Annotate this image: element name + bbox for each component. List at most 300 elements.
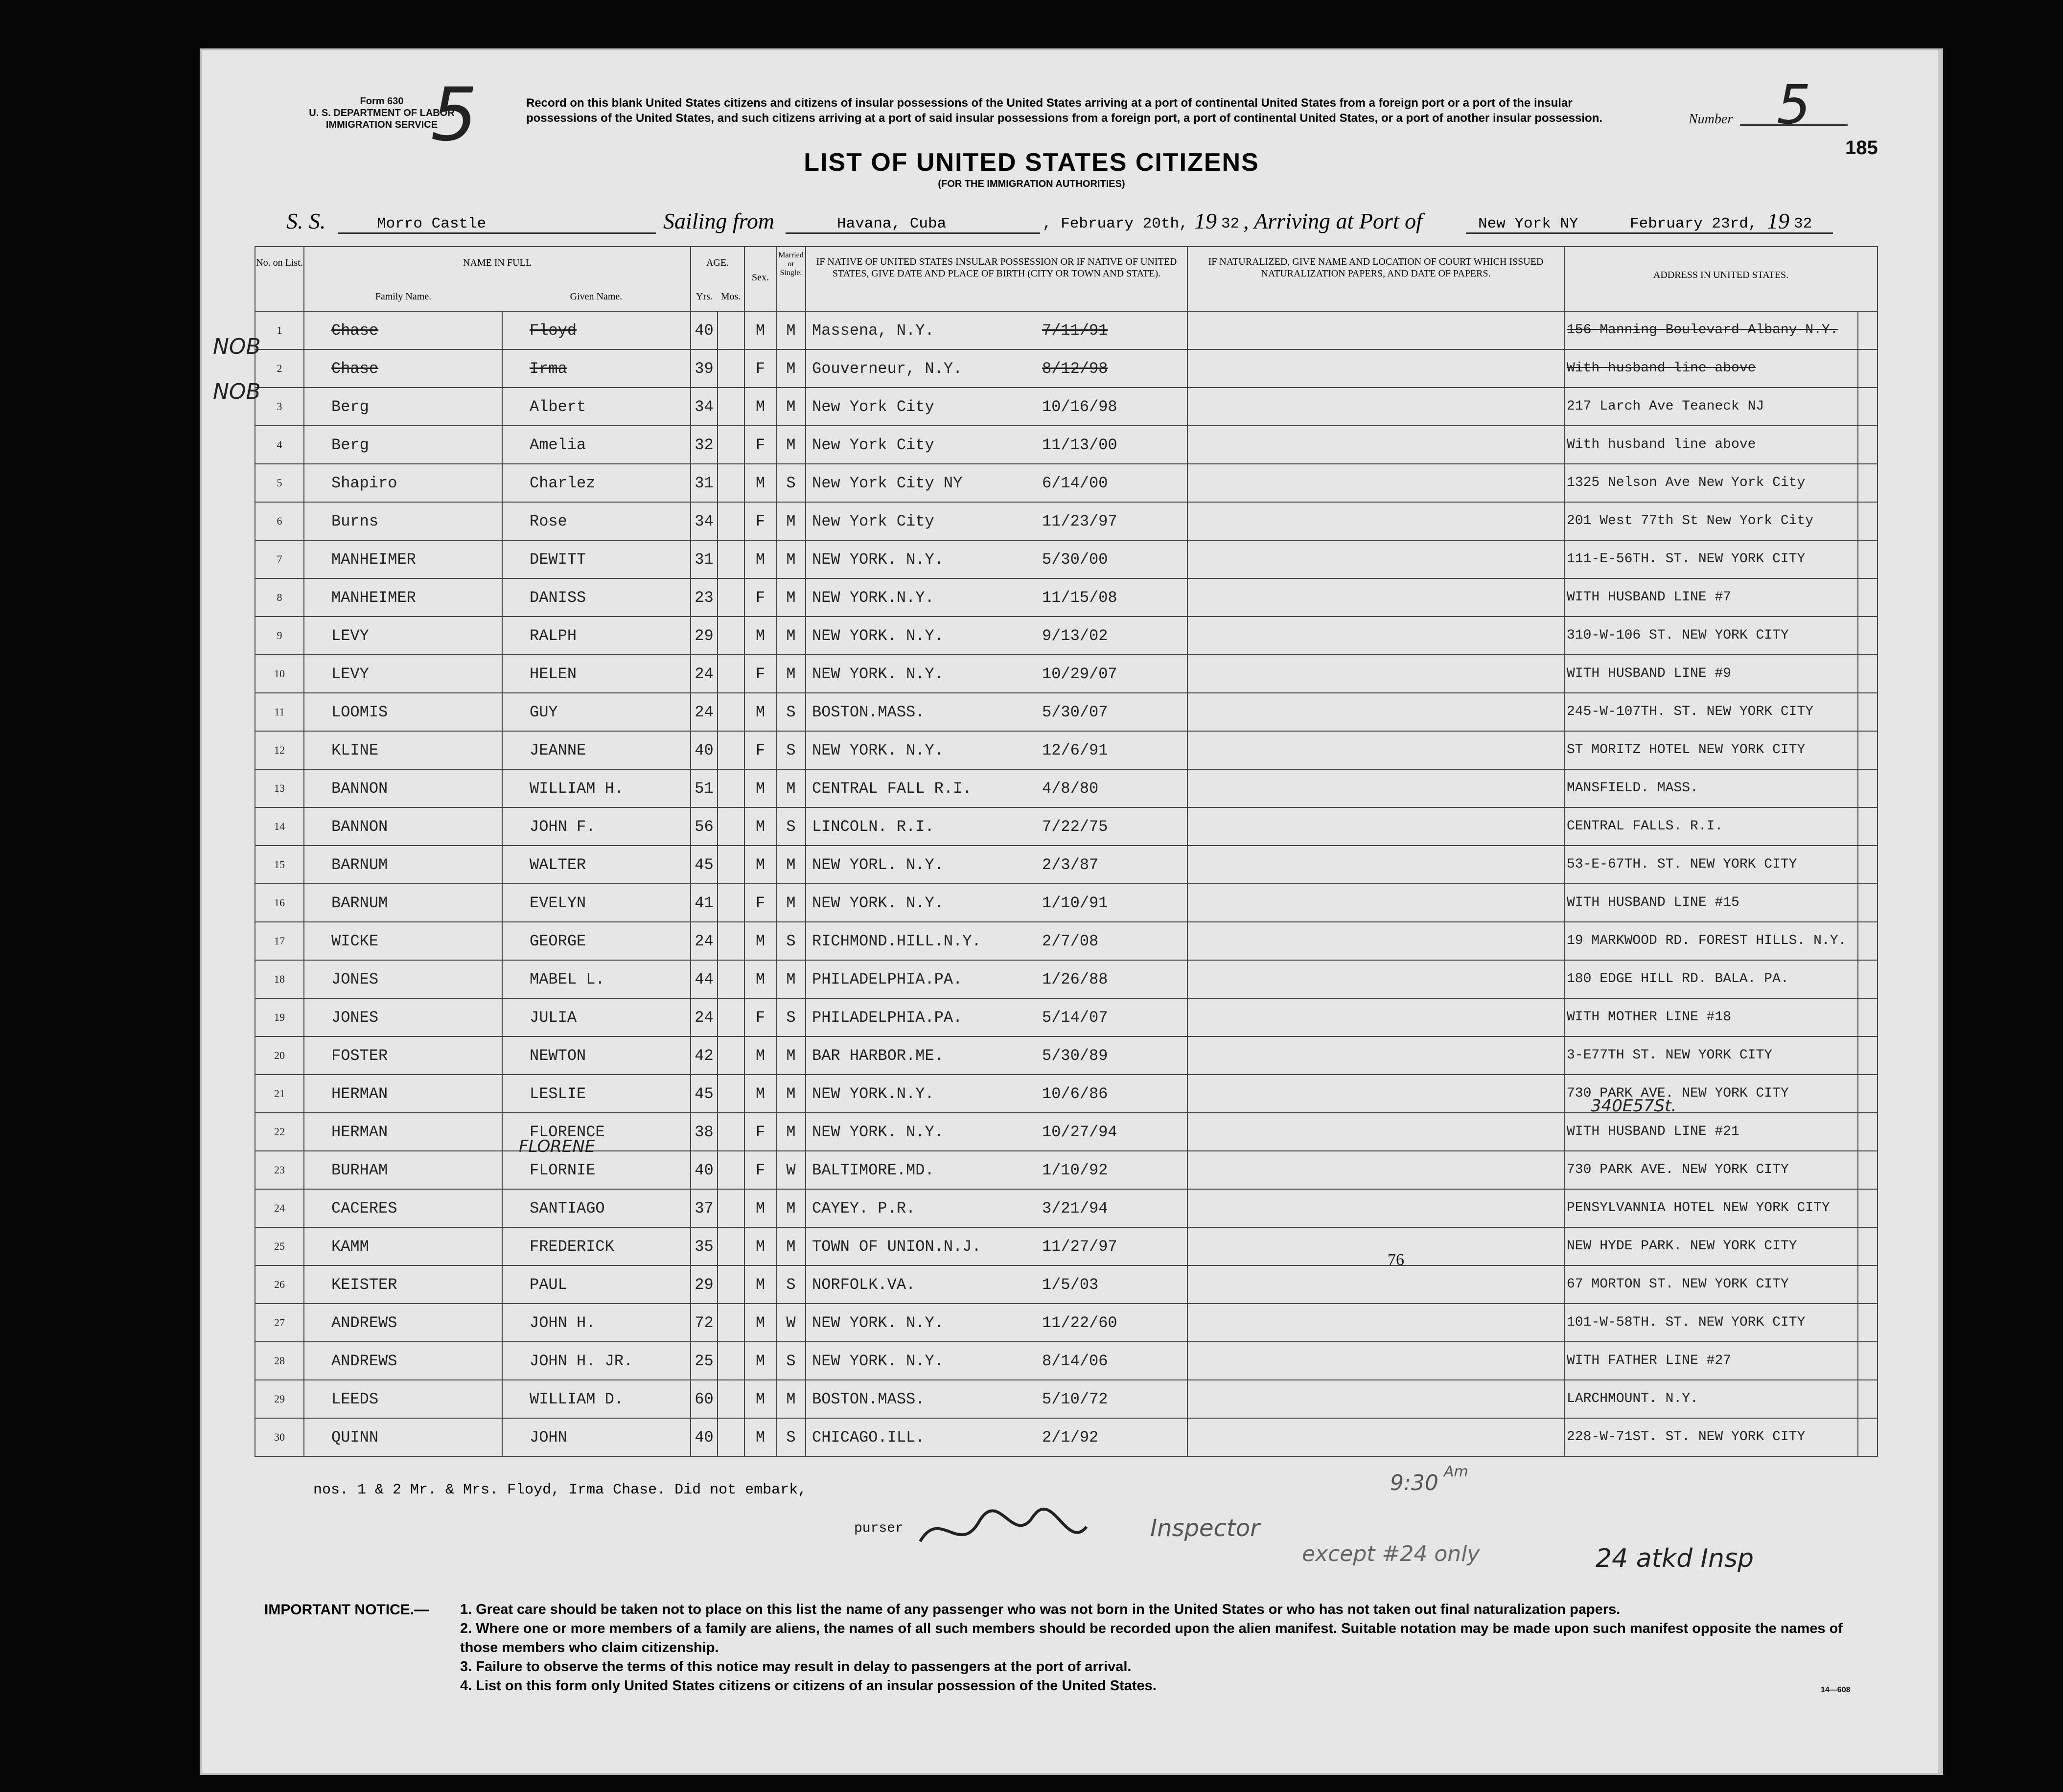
sex: M xyxy=(755,1046,765,1065)
age-years: 44 xyxy=(695,970,714,988)
given-name: DANISS xyxy=(530,588,586,607)
row-number: 25 xyxy=(274,1240,285,1252)
row-number xyxy=(255,693,304,731)
table-row xyxy=(255,1418,1878,1456)
row-number: 23 xyxy=(274,1164,285,1176)
sex: M xyxy=(755,1275,765,1294)
birth-date: 5/30/07 xyxy=(1042,703,1108,721)
birth-place: TOWN OF UNION.N.J. xyxy=(812,1237,981,1256)
row-number xyxy=(255,349,304,388)
form-number: Form 630 xyxy=(360,96,404,107)
except-note: except #24 only xyxy=(1302,1541,1480,1566)
given-name: Floyd xyxy=(530,321,577,340)
family-name: JONES xyxy=(331,1008,379,1027)
row-number: 29 xyxy=(274,1393,285,1405)
age-years-cell xyxy=(691,807,718,846)
age-years-cell xyxy=(691,922,718,960)
row-number: 2 xyxy=(277,362,282,374)
table-row xyxy=(255,617,1878,655)
address-cell xyxy=(1564,426,1858,464)
age-months-cell xyxy=(718,502,744,540)
sex-cell xyxy=(744,1075,776,1113)
birth-date: 8/12/98 xyxy=(1042,359,1108,378)
sex: F xyxy=(755,741,765,759)
birth-date: 1/5/03 xyxy=(1042,1275,1099,1294)
marital-status: S xyxy=(786,1428,796,1447)
table-row xyxy=(255,922,1878,960)
address: 310-W-106 ST. NEW YORK CITY xyxy=(1567,628,1789,643)
birth-place: NEW YORK.N.Y. xyxy=(812,588,934,607)
marital-status: M xyxy=(786,321,796,340)
age-years: 32 xyxy=(695,436,714,454)
birth-date: 11/22/60 xyxy=(1042,1313,1117,1332)
family-name-cell xyxy=(304,846,502,884)
family-name: MANHEIMER xyxy=(331,588,416,607)
family-name-cell xyxy=(304,349,502,388)
age-years: 38 xyxy=(695,1123,714,1141)
mos-label: Mos. xyxy=(720,291,741,302)
marital-status: M xyxy=(786,1123,796,1141)
family-name: QUINN xyxy=(331,1428,379,1447)
naturalization-cell xyxy=(1187,1151,1564,1189)
age-years: 40 xyxy=(695,1161,714,1179)
age-years-cell xyxy=(691,693,718,731)
table-row xyxy=(255,388,1878,426)
row-number: 17 xyxy=(274,935,285,947)
arrival-year-prefix: 19 xyxy=(1767,208,1789,233)
given-name: JEANNE xyxy=(530,741,586,759)
row-number: 28 xyxy=(274,1355,285,1367)
florene-annotation: FLORENE xyxy=(519,1137,596,1156)
given-name: JULIA xyxy=(530,1008,577,1027)
age-years-cell xyxy=(691,884,718,922)
age-months-cell xyxy=(718,1265,744,1304)
given-name: Rose xyxy=(530,512,567,530)
naturalization-cell xyxy=(1187,1036,1564,1075)
yrs-label: Yrs. xyxy=(696,291,713,302)
row-number xyxy=(255,960,304,998)
print-code: 14—608 xyxy=(1821,1686,1851,1694)
naturalization-cell xyxy=(1187,1227,1564,1265)
address-cell xyxy=(1564,311,1858,349)
given-name: EVELYN xyxy=(530,894,586,912)
address: 180 EDGE HILL RD. BALA. PA. xyxy=(1567,971,1789,987)
birth-date: 12/6/91 xyxy=(1042,741,1108,759)
given-name: PAUL xyxy=(530,1275,567,1294)
margin-cell xyxy=(1858,578,1878,617)
service-name: IMMIGRATION SERVICE xyxy=(325,119,438,130)
family-name-cell xyxy=(304,426,502,464)
row-number: 1 xyxy=(277,324,282,336)
birth-place-cell xyxy=(806,922,1187,960)
family-name-cell xyxy=(304,769,502,807)
birth-place: Massena, N.Y. xyxy=(812,321,934,340)
age-months-cell xyxy=(718,693,744,731)
naturalization-cell xyxy=(1187,1418,1564,1456)
table-row xyxy=(255,846,1878,884)
sex-cell xyxy=(744,540,776,578)
address-cell xyxy=(1564,1380,1858,1418)
margin-cell xyxy=(1858,1075,1878,1113)
naturalization-cell xyxy=(1187,1075,1564,1113)
address: 67 MORTON ST. NEW YORK CITY xyxy=(1567,1277,1789,1292)
sex-cell xyxy=(744,502,776,540)
age-years-cell xyxy=(691,349,718,388)
age-years: 56 xyxy=(695,817,714,836)
birth-date: 1/26/88 xyxy=(1042,970,1108,988)
birth-place-cell xyxy=(806,388,1187,426)
sex: F xyxy=(755,1161,765,1179)
birth-place-cell xyxy=(806,1265,1187,1304)
marital-status: M xyxy=(786,1084,796,1103)
marital-status: M xyxy=(786,588,796,607)
marital-status-cell xyxy=(776,1342,806,1380)
naturalized-header xyxy=(1187,247,1564,311)
address-cell xyxy=(1564,578,1858,617)
marital-status-cell xyxy=(776,807,806,846)
age-years-cell xyxy=(691,540,718,578)
age-label: AGE. xyxy=(706,257,729,268)
birth-date: 10/16/98 xyxy=(1042,397,1117,416)
birth-place-cell xyxy=(806,540,1187,578)
sex: M xyxy=(755,855,765,874)
ss-label: S. S. xyxy=(286,208,326,233)
sex-cell xyxy=(744,846,776,884)
age-years: 39 xyxy=(695,359,714,378)
marital-status-cell xyxy=(776,311,806,349)
row-number xyxy=(255,655,304,693)
address-cell xyxy=(1564,731,1858,769)
address: 730 PARK AVE. NEW YORK CITY xyxy=(1567,1162,1789,1177)
birth-place: New York City xyxy=(812,397,934,416)
birth-place-cell xyxy=(806,1304,1187,1342)
family-name: BANNON xyxy=(331,817,388,836)
marital-status-cell xyxy=(776,1113,806,1151)
family-name: Berg xyxy=(331,436,369,454)
marital-status-cell xyxy=(776,1418,806,1456)
table-row xyxy=(255,1227,1878,1265)
given-name-cell xyxy=(502,464,691,502)
bottom-note: 24 atkd Insp xyxy=(1596,1544,1754,1573)
address-cell xyxy=(1564,1151,1858,1189)
birth-place-cell xyxy=(806,807,1187,846)
birth-place: Gouverneur, N.Y. xyxy=(812,359,963,378)
given-name: FLORENCE xyxy=(530,1123,605,1141)
age-years: 31 xyxy=(695,474,714,492)
marital-status: S xyxy=(786,741,796,759)
age-years: 72 xyxy=(695,1313,714,1332)
age-months-cell xyxy=(718,1304,744,1342)
birth-place-cell xyxy=(806,769,1187,807)
address: MANSFIELD. MASS. xyxy=(1567,781,1698,796)
birth-place: CHICAGO.ILL. xyxy=(812,1428,925,1447)
sex-cell xyxy=(744,1380,776,1418)
given-name-cell xyxy=(502,998,691,1036)
given-name: WALTER xyxy=(530,855,586,874)
table-row xyxy=(255,1342,1878,1380)
naturalization-cell xyxy=(1187,846,1564,884)
naturalization-cell xyxy=(1187,1265,1564,1304)
row-number: 3 xyxy=(277,400,282,413)
row-number xyxy=(255,1036,304,1075)
naturalization-cell xyxy=(1187,769,1564,807)
row-number xyxy=(255,1265,304,1304)
margin-cell xyxy=(1858,731,1878,769)
family-name-cell xyxy=(304,502,502,540)
row-number xyxy=(255,578,304,617)
sex: F xyxy=(755,894,765,912)
age-years-cell xyxy=(691,998,718,1036)
family-name: KEISTER xyxy=(331,1275,397,1294)
marital-status: S xyxy=(786,1352,796,1370)
address-cell xyxy=(1564,769,1858,807)
age-years: 45 xyxy=(695,855,714,874)
given-name: GUY xyxy=(530,703,558,721)
sex: M xyxy=(755,1390,765,1408)
row-number: 7 xyxy=(277,553,282,565)
given-name-cell xyxy=(502,502,691,540)
notice-item: 2. Where one or more members of a family are aliens, the names of all such members should be recorded upon the alien manifest. Suitable notation may be made upon such manifest opposite the names of those members who claim citizenship. xyxy=(460,1621,1843,1655)
family-name: BARNUM xyxy=(331,855,388,874)
address: WITH MOTHER LINE #18 xyxy=(1567,1010,1732,1025)
birth-place: BOSTON.MASS. xyxy=(812,703,925,721)
birth-date: 7/11/91 xyxy=(1042,321,1108,340)
sex: M xyxy=(755,970,765,988)
marital-status: M xyxy=(786,436,796,454)
birth-place: NEW YORK. N.Y. xyxy=(812,665,944,683)
birth-place-cell xyxy=(806,731,1187,769)
address: WITH HUSBAND LINE #9 xyxy=(1567,666,1732,681)
age-years: 24 xyxy=(695,932,714,950)
given-name-cell xyxy=(502,388,691,426)
name-subheaders xyxy=(304,291,690,302)
naturalization-cell xyxy=(1187,388,1564,426)
arrival-port: New York NY xyxy=(1478,215,1578,232)
naturalization-cell xyxy=(1187,578,1564,617)
family-name: ANDREWS xyxy=(331,1313,397,1332)
age-header xyxy=(691,247,744,311)
marital-status: M xyxy=(786,855,796,874)
row-number: 20 xyxy=(274,1049,285,1061)
birth-place: CAYEY. P.R. xyxy=(812,1199,916,1218)
sex: M xyxy=(755,703,765,721)
naturalized-label: IF NATURALIZED, GIVE NAME AND LOCATION OF COURT WHICH ISSUED NATURALIZATION PAPERS, AND DATE OF PAPERS. xyxy=(1208,256,1544,279)
passenger-rows xyxy=(255,311,1878,1456)
sex-cell xyxy=(744,1113,776,1151)
birth-place-cell xyxy=(806,1151,1187,1189)
age-years-cell xyxy=(691,1036,718,1075)
birth-date: 2/1/92 xyxy=(1042,1428,1099,1447)
marital-status: M xyxy=(786,397,796,416)
sailing-date: , February 20th, xyxy=(1043,215,1188,232)
age-years-cell xyxy=(691,388,718,426)
birth-place: New York City xyxy=(812,512,934,530)
age-months-cell xyxy=(718,807,744,846)
ship-name: Morro Castle xyxy=(377,215,487,232)
margin-cell xyxy=(1858,388,1878,426)
margin-cell xyxy=(1858,1189,1878,1227)
naturalization-cell xyxy=(1187,540,1564,578)
family-name: MANHEIMER xyxy=(331,550,416,569)
age-subheaders xyxy=(691,291,744,302)
marital-status-cell xyxy=(776,1265,806,1304)
age-years: 25 xyxy=(695,1352,714,1370)
age-months-cell xyxy=(718,1151,744,1189)
row-number xyxy=(255,388,304,426)
age-years: 24 xyxy=(695,1008,714,1027)
marital-status-cell xyxy=(776,578,806,617)
row-number xyxy=(255,1189,304,1227)
sex: M xyxy=(755,779,765,798)
margin-cell xyxy=(1858,1227,1878,1265)
marital-status: M xyxy=(786,970,796,988)
marital-status: M xyxy=(786,1390,796,1408)
age-years: 40 xyxy=(695,741,714,759)
birth-date: 8/14/06 xyxy=(1042,1352,1108,1370)
naturalization-cell xyxy=(1187,922,1564,960)
given-name-cell xyxy=(502,617,691,655)
age-months-cell xyxy=(718,769,744,807)
sex: F xyxy=(755,588,765,607)
marital-status: S xyxy=(786,474,796,492)
birth-place: NEW YORK. N.Y. xyxy=(812,1313,944,1332)
birth-place: BOSTON.MASS. xyxy=(812,1390,925,1408)
age-months-cell xyxy=(718,1380,744,1418)
important-notice xyxy=(264,1600,1879,1696)
sex-cell xyxy=(744,1036,776,1075)
address-cell xyxy=(1564,1265,1858,1304)
marital-status-cell xyxy=(776,388,806,426)
row-number xyxy=(255,464,304,502)
naturalization-cell xyxy=(1187,617,1564,655)
inspector-label: Inspector xyxy=(1150,1515,1260,1542)
given-name-cell xyxy=(502,693,691,731)
naturalization-cell xyxy=(1187,426,1564,464)
sex-cell xyxy=(744,388,776,426)
row-number xyxy=(255,1151,304,1189)
family-name: BARNUM xyxy=(331,894,388,912)
birth-date: 3/21/94 xyxy=(1042,1199,1108,1218)
address-cell xyxy=(1564,1304,1858,1342)
notice-item: 4. List on this form only United States citizens or citizens of an insular possession of the United States. xyxy=(460,1678,1157,1694)
margin-cell xyxy=(1858,1418,1878,1456)
table-row xyxy=(255,1304,1878,1342)
age-years-cell xyxy=(691,1342,718,1380)
page-subtitle: (FOR THE IMMIGRATION AUTHORITIES) xyxy=(938,179,1125,189)
given-name-cell xyxy=(502,1036,691,1075)
age-years-cell xyxy=(691,426,718,464)
marital-status: W xyxy=(786,1313,796,1332)
margin-cell xyxy=(1858,998,1878,1036)
family-name-cell xyxy=(304,1304,502,1342)
age-years-cell xyxy=(691,769,718,807)
marital-status: M xyxy=(786,665,796,683)
table-row xyxy=(255,731,1878,769)
binder-hole xyxy=(112,509,137,534)
family-name-cell xyxy=(304,960,502,998)
address: ST MORITZ HOTEL NEW YORK CITY xyxy=(1567,742,1806,758)
margin-cell xyxy=(1858,655,1878,693)
sex: F xyxy=(755,436,765,454)
age-months-cell xyxy=(718,1113,744,1151)
row-number: 18 xyxy=(274,973,285,985)
marital-status-cell xyxy=(776,769,806,807)
margin-cell xyxy=(1858,502,1878,540)
row-number xyxy=(255,540,304,578)
birth-date: 6/14/00 xyxy=(1042,474,1108,492)
row-number: 16 xyxy=(274,896,285,909)
family-name-cell xyxy=(304,922,502,960)
given-name-cell xyxy=(502,807,691,846)
address-cell xyxy=(1564,617,1858,655)
passenger-table xyxy=(255,246,1878,1457)
row-number: 13 xyxy=(274,782,285,794)
marital-status-cell xyxy=(776,1075,806,1113)
row-number xyxy=(255,1380,304,1418)
age-years: 31 xyxy=(695,550,714,569)
given-name: DEWITT xyxy=(530,550,586,569)
row-number: 6 xyxy=(277,515,282,527)
row-number: 11 xyxy=(274,706,285,718)
birth-place: NEW YORK. N.Y. xyxy=(812,894,944,912)
family-name-cell xyxy=(304,731,502,769)
table-row xyxy=(255,426,1878,464)
given-name: Albert xyxy=(530,397,586,416)
margin-cell xyxy=(1858,884,1878,922)
given-name-cell xyxy=(502,655,691,693)
family-name-cell xyxy=(304,1227,502,1265)
family-name: LEVY xyxy=(331,626,369,645)
birth-header xyxy=(806,247,1187,311)
table-row xyxy=(255,655,1878,693)
sex: M xyxy=(755,1313,765,1332)
address: 19 MARKWOOD RD. FOREST HILLS. N.Y. xyxy=(1567,933,1847,948)
age-months-cell xyxy=(718,998,744,1036)
table-row xyxy=(255,960,1878,998)
sailing-year: 32 xyxy=(1221,215,1240,232)
marital-status-cell xyxy=(776,960,806,998)
margin-note: NOB xyxy=(213,334,261,359)
address: WITH HUSBAND LINE #15 xyxy=(1567,895,1739,910)
sex-cell xyxy=(744,578,776,617)
margin-cell xyxy=(1858,1265,1878,1304)
birth-date: 7/22/75 xyxy=(1042,817,1108,836)
age-years-cell xyxy=(691,617,718,655)
given-name: JOHN F. xyxy=(530,817,596,836)
married-header xyxy=(776,247,806,311)
birth-place: NEW YORK.N.Y. xyxy=(812,1084,934,1103)
family-name-cell xyxy=(304,807,502,846)
row-number: 14 xyxy=(274,820,285,832)
age-years: 37 xyxy=(695,1199,714,1218)
age-years: 45 xyxy=(695,1084,714,1103)
marital-status-cell xyxy=(776,1380,806,1418)
sex: M xyxy=(755,626,765,645)
given-name-cell xyxy=(502,1075,691,1113)
given-name-cell xyxy=(502,349,691,388)
given-name-cell xyxy=(502,922,691,960)
family-name: BURHAM xyxy=(331,1161,388,1179)
row20-hand-address: 340E57St. xyxy=(1591,1096,1677,1116)
birth-place-cell xyxy=(806,617,1187,655)
binder-hole xyxy=(112,1233,137,1259)
table-row xyxy=(255,1189,1878,1227)
address-cell xyxy=(1564,1342,1858,1380)
marital-status-cell xyxy=(776,693,806,731)
col-no-header xyxy=(255,247,304,311)
age-years-cell xyxy=(691,464,718,502)
given-name-cell xyxy=(502,1418,691,1456)
